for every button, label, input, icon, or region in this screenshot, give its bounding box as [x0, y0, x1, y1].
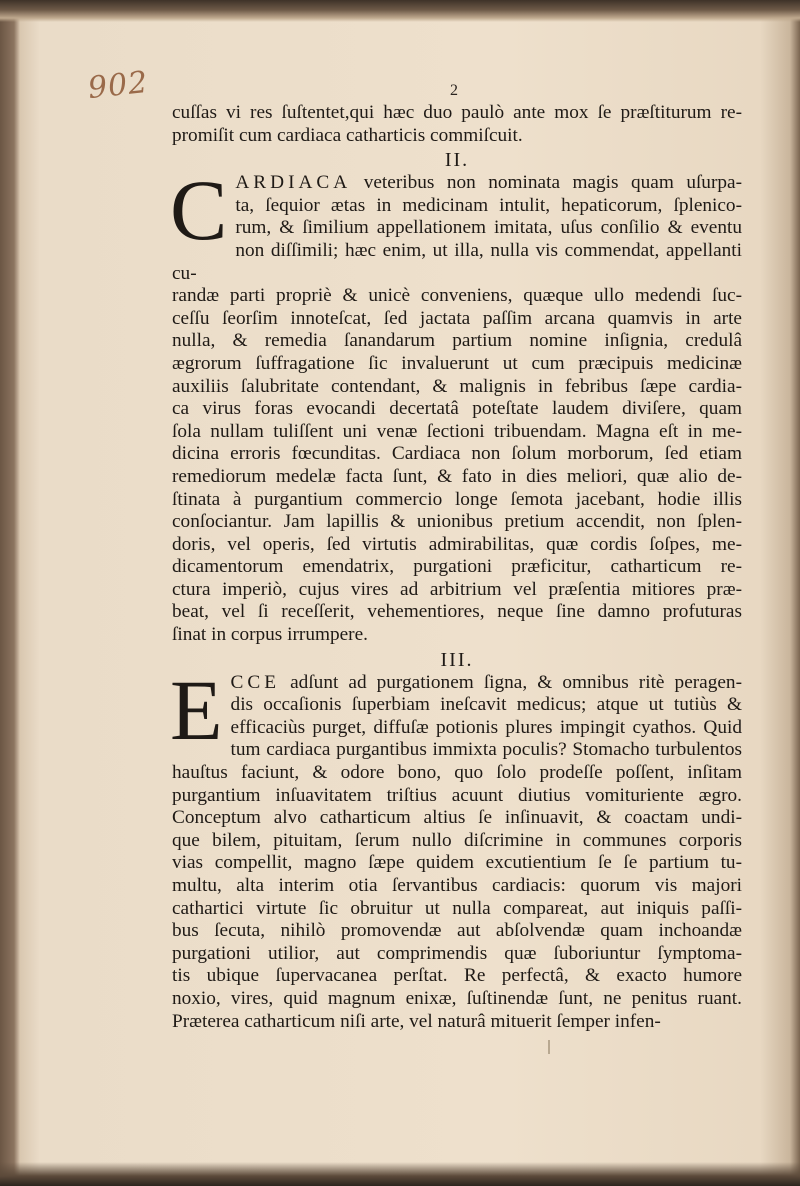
text-line: ſola nullam tuliſſent uni venæ ſectioni tribuendam. Magna eſt in me-	[172, 420, 742, 442]
text-line: Conceptum alvo catharticum altius ſe inſinuavit, & coactam undi-	[172, 807, 742, 829]
text-line: beat, vel ſi receſſerit, vehementiores, neque ſine damno profuturas	[172, 601, 742, 623]
signature-mark: 2	[450, 82, 458, 99]
section-first-line	[172, 172, 742, 195]
text-line: dis occaſionis ſuperbiam ineſcavit medicus; atque ut tutiùs &	[230, 694, 742, 716]
text-line: dicina erroris fœcunditas. Cardiaca non ſolum morborum, ſed etiam	[172, 443, 742, 465]
text-line: rum, & ſimilium appellationem imitata, uſus conſilio & eventu	[235, 217, 742, 239]
first-word: ARDIACA	[235, 172, 352, 194]
drop-cap: C	[170, 162, 228, 259]
text-line: ca virus foras evocandi decertatâ poteſtate laudem diviſere, quam	[172, 398, 742, 420]
text-line: purgantium inſuavitatem triſtius acuunt diutius vomituriente ægro.	[172, 784, 742, 806]
intro-line: cuſſas vi res ſuſtentet,qui hæc duo paulò ante mox ſe præſtiturum re-	[172, 102, 742, 123]
text-line: auxiliis ſalubritate contendant, & malignis in febribus ſæpe cardia-	[172, 375, 742, 397]
text-line: purgationi utilior, aut comprimendis quæ ſuboriuntur ſymptoma-	[172, 942, 742, 964]
text-line: nulla, & remedia ſanandarum partium nomine inſignia, credulâ	[172, 330, 742, 352]
handwritten-page-number: 902	[86, 64, 150, 107]
section-first-line	[172, 672, 742, 695]
page-bottom-edge	[0, 1162, 800, 1186]
text-line: non diſſimili; hæc enim, ut illa, nulla vis commendat, appellanti cu-	[172, 239, 742, 284]
text-line: ſtinata à purgantium commercio longe ſemota jacebant, hodie illis	[172, 488, 742, 510]
text-line: bus ſecuta, nihilò promovendæ aut abſolvendæ quam inchoandæ	[172, 920, 742, 942]
text-line: ægrorum ſuffragatione ſic invaluerunt ut cum præcipuis medicinæ	[172, 352, 742, 374]
first-line-rest: veteribus non nominata magis quam uſurpa-	[363, 172, 742, 194]
text-line: remediorum medelæ facta ſunt, & fato in dies meliori, quæ alio de-	[172, 465, 742, 487]
first-word: CCE	[230, 671, 281, 693]
page-top-edge	[0, 0, 800, 22]
text-line: Præterea catharticum niſi arte, vel naturâ mituerit ſemper infen-	[172, 1010, 661, 1032]
body-text	[172, 102, 742, 1033]
text-line: noxio, vires, quid magnum enixæ, ſuſtinendæ ſunt, ne penitus ruant.	[172, 987, 742, 1009]
text-line: conſociantur. Jam lapillis & unionibus pretium accendit, non ſplen-	[172, 511, 742, 533]
drop-cap: E	[170, 661, 223, 758]
text-line: dicamentorum emendatrix, purgationi præficitur, catharticum re-	[172, 556, 742, 578]
text-line: doris, vel operis, ſed virtutis admirabilitas, quæ cordis ſoſpes, me-	[172, 533, 742, 555]
text-line: multu, alta interim otia ſervantibus cardiacis: quorum vis majori	[172, 875, 742, 896]
text-line: tum cardiaca purgantibus immixta poculis? Stomacho turbulentos	[230, 739, 742, 761]
text-line: randæ parti propriè & unicè conveniens, quæque ullo medendi ſuc-	[172, 285, 742, 307]
text-line: vias compellit, magno ſæpe quidem excutientium ſe ſe partium tu-	[172, 852, 742, 874]
text-line: efficaciùs purget, diffuſæ potionis plures impingit cyathos. Quid	[230, 716, 742, 738]
text-line: que bilem, pituitam, ſerum nullo diſcrimine in communes corporis	[172, 829, 742, 851]
ink-mark	[548, 1040, 550, 1054]
text-line: ctura imperiò, cujus vires ad arbitrium vel præſentia mitiores præ-	[172, 578, 742, 600]
text-line: ceſſu ſeorſim innoteſcat, ſed jactata paſſim arcana quamvis in arte	[172, 307, 742, 329]
section-number: III.	[440, 648, 474, 671]
first-line-rest: adſunt ad purgationem ſigna, & omnibus ritè peragen-	[290, 671, 742, 693]
text-line: ta, ſequior ætas in medicinam intulit, hepaticorum, ſplenico-	[235, 194, 742, 216]
text-line: hauſtus faciunt, & odore bono, quo ſolo prodeſſe poſſent, inſitam	[172, 762, 742, 784]
section-2	[170, 162, 742, 646]
text-line: cathartici virtute ſic obruitur ut nulla compareat, aut iniquis paſſi-	[172, 897, 742, 919]
section-number: II.	[444, 149, 470, 172]
intro-line: promiſit cum cardiaca catharticis commiſcuit.	[172, 124, 523, 146]
section-3	[170, 661, 742, 1034]
text-line: tis ubique ſupervacanea perſtat. Re perfectâ, & exacto humore	[172, 965, 742, 987]
text-line: ſinat in corpus irrumpere.	[172, 624, 368, 646]
